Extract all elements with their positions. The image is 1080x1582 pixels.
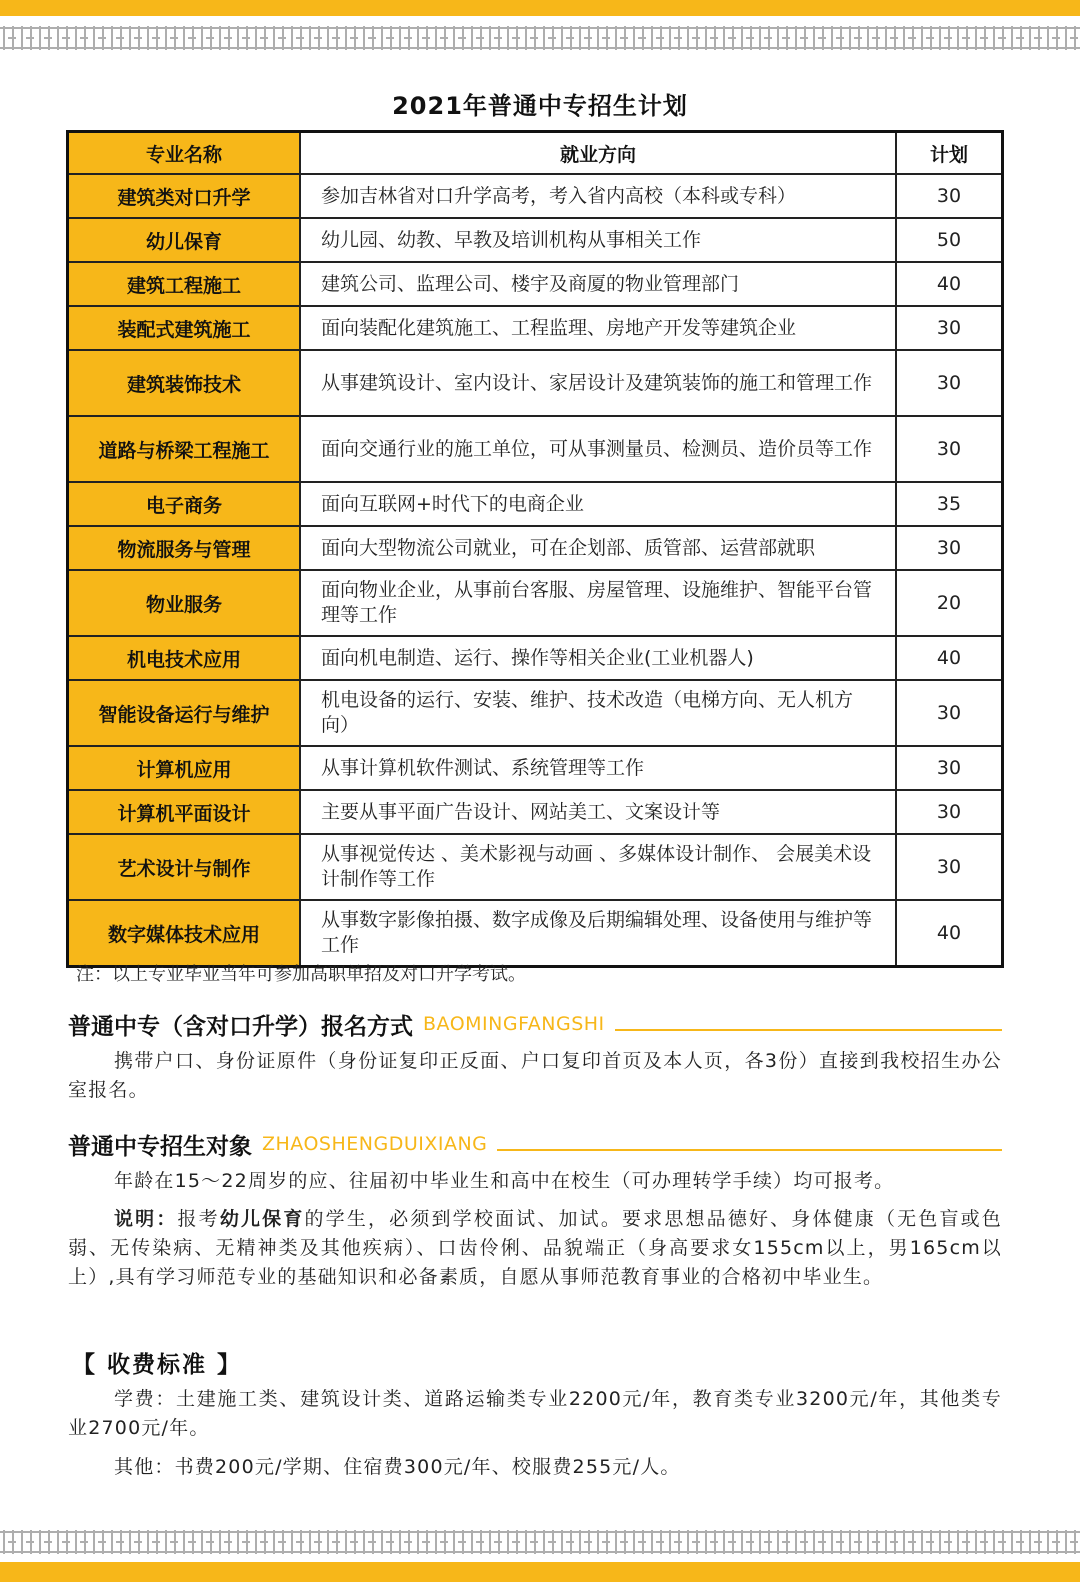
explain-label: 说明： (114, 1208, 178, 1230)
table-row (68, 526, 1003, 570)
header-plan-count: 计划 (896, 132, 1003, 175)
plan-count-cell: 40 (896, 900, 1003, 967)
target-explanation (68, 1205, 1002, 1292)
plan-count-cell: 50 (896, 218, 1003, 262)
bottom-color-band (0, 1562, 1080, 1582)
employment-direction-cell: 从事建筑设计、室内设计、家居设计及建筑装饰的施工和管理工作 (300, 350, 896, 416)
table-row (68, 900, 1003, 967)
table-body (68, 174, 1003, 967)
plan-count-cell: 30 (896, 834, 1003, 900)
plan-count-cell: 30 (896, 174, 1003, 218)
enrollment-plan-table (66, 130, 1004, 968)
top-fret-border (0, 26, 1080, 50)
major-name-cell: 建筑工程施工 (68, 262, 301, 306)
major-name-cell: 建筑装饰技术 (68, 350, 301, 416)
employment-direction-cell: 从事数字影像拍摄、数字成像及后期编辑处理、设备使用与维护等工作 (300, 900, 896, 967)
explain-rest: 的学生，必须到学校面试、加试。要求思想品德好、身体健康（无色盲或色弱、无传染病、无精神类及其他疾病）、口齿伶俐、品貌端正（身高要求女155cm以上，男165cm以上）,具有学习师范专业的基础知识和必备素质，自愿从事师范教育事业的合格初中毕业生。 (68, 1208, 1002, 1288)
header-major-name: 专业名称 (68, 132, 301, 175)
registration-title: 普通中专（含对口升学）报名方式 (68, 1013, 413, 1040)
plan-count-cell: 30 (896, 680, 1003, 746)
major-name-cell: 计算机平面设计 (68, 790, 301, 834)
major-name-cell: 数字媒体技术应用 (68, 900, 301, 967)
plan-count-cell: 35 (896, 482, 1003, 526)
target-text: 年龄在15～22周岁的应、往届初中毕业生和高中在校生（可办理转学手续）均可报考。 (114, 1170, 895, 1192)
table-row (68, 834, 1003, 900)
table-row (68, 680, 1003, 746)
registration-pinyin: BAOMINGFANGSHI (423, 1013, 605, 1035)
major-name-cell: 建筑类对口升学 (68, 174, 301, 218)
header-employment-direction: 就业方向 (300, 132, 896, 175)
fees-title: 【 收费标准 】 (72, 1352, 243, 1378)
fees-tuition: 学费：土建施工类、建筑设计类、道路运输类专业2200元/年，教育类专业3200元/年，其他类专业2700元/年。 (68, 1388, 1002, 1439)
target-section-header (68, 1128, 1002, 1160)
table-note: 注：以上专业毕业当年可参加高职单招及对口升学考试。 (76, 964, 526, 985)
explain-major: 幼儿保育 (219, 1208, 305, 1230)
table-row (68, 262, 1003, 306)
plan-count-cell: 30 (896, 306, 1003, 350)
employment-direction-cell: 从事计算机软件测试、系统管理等工作 (300, 746, 896, 790)
table-row (68, 174, 1003, 218)
major-name-cell: 电子商务 (68, 482, 301, 526)
section-divider-line (497, 1149, 1002, 1151)
employment-direction-cell: 机电设备的运行、安装、维护、技术改造（电梯方向、无人机方向） (300, 680, 896, 746)
top-color-band (0, 0, 1080, 16)
plan-count-cell: 30 (896, 526, 1003, 570)
major-name-cell: 计算机应用 (68, 746, 301, 790)
table-header-row (68, 132, 1003, 175)
major-name-cell: 装配式建筑施工 (68, 306, 301, 350)
employment-direction-cell: 面向大型物流公司就业，可在企划部、质管部、运营部就职 (300, 526, 896, 570)
table-row (68, 482, 1003, 526)
table-row (68, 350, 1003, 416)
plan-count-cell: 30 (896, 790, 1003, 834)
table-row (68, 218, 1003, 262)
section-divider-line (615, 1029, 1002, 1031)
plan-count-cell: 30 (896, 746, 1003, 790)
major-name-cell: 道路与桥梁工程施工 (68, 416, 301, 482)
plan-count-cell: 20 (896, 570, 1003, 636)
target-pinyin: ZHAOSHENGDUIXIANG (262, 1133, 488, 1155)
employment-direction-cell: 面向互联网+时代下的电商企业 (300, 482, 896, 526)
major-name-cell: 艺术设计与制作 (68, 834, 301, 900)
bottom-fret-border (0, 1530, 1080, 1554)
major-name-cell: 物流服务与管理 (68, 526, 301, 570)
employment-direction-cell: 主要从事平面广告设计、网站美工、文案设计等 (300, 790, 896, 834)
target-title: 普通中专招生对象 (68, 1133, 252, 1160)
employment-direction-cell: 面向物业企业，从事前台客服、房屋管理、设施维护、智能平台管理等工作 (300, 570, 896, 636)
table-row (68, 570, 1003, 636)
employment-direction-cell: 参加吉林省对口升学高考，考入省内高校（本科或专科） (300, 174, 896, 218)
table-row (68, 790, 1003, 834)
table-row (68, 636, 1003, 680)
major-name-cell: 智能设备运行与维护 (68, 680, 301, 746)
major-name-cell: 机电技术应用 (68, 636, 301, 680)
plan-count-cell: 30 (896, 350, 1003, 416)
plan-count-cell: 40 (896, 636, 1003, 680)
page-title: 2021年普通中专招生计划 (392, 92, 688, 120)
employment-direction-cell: 面向装配化建筑施工、工程监理、房地产开发等建筑企业 (300, 306, 896, 350)
employment-direction-cell: 幼儿园、幼教、早教及培训机构从事相关工作 (300, 218, 896, 262)
table-row (68, 416, 1003, 482)
plan-count-cell: 30 (896, 416, 1003, 482)
explain-pre: 报考 (177, 1208, 220, 1230)
employment-direction-cell: 面向机电制造、运行、操作等相关企业(工业机器人) (300, 636, 896, 680)
employment-direction-cell: 面向交通行业的施工单位，可从事测量员、检测员、造价员等工作 (300, 416, 896, 482)
plan-count-cell: 40 (896, 262, 1003, 306)
employment-direction-cell: 从事视觉传达 、美术影视与动画 、多媒体设计制作、 会展美术设计制作等工作 (300, 834, 896, 900)
fees-other: 其他：书费200元/学期、住宿费300元/年、校服费255元/人。 (114, 1456, 681, 1478)
registration-section-header (68, 1008, 1002, 1040)
table-row (68, 746, 1003, 790)
employment-direction-cell: 建筑公司、监理公司、楼宇及商厦的物业管理部门 (300, 262, 896, 306)
major-name-cell: 物业服务 (68, 570, 301, 636)
table-row (68, 306, 1003, 350)
registration-text: 携带户口、身份证原件（身份证复印正反面、户口复印首页及本人页，各3份）直接到我校招生办公室报名。 (68, 1050, 1002, 1101)
major-name-cell: 幼儿保育 (68, 218, 301, 262)
